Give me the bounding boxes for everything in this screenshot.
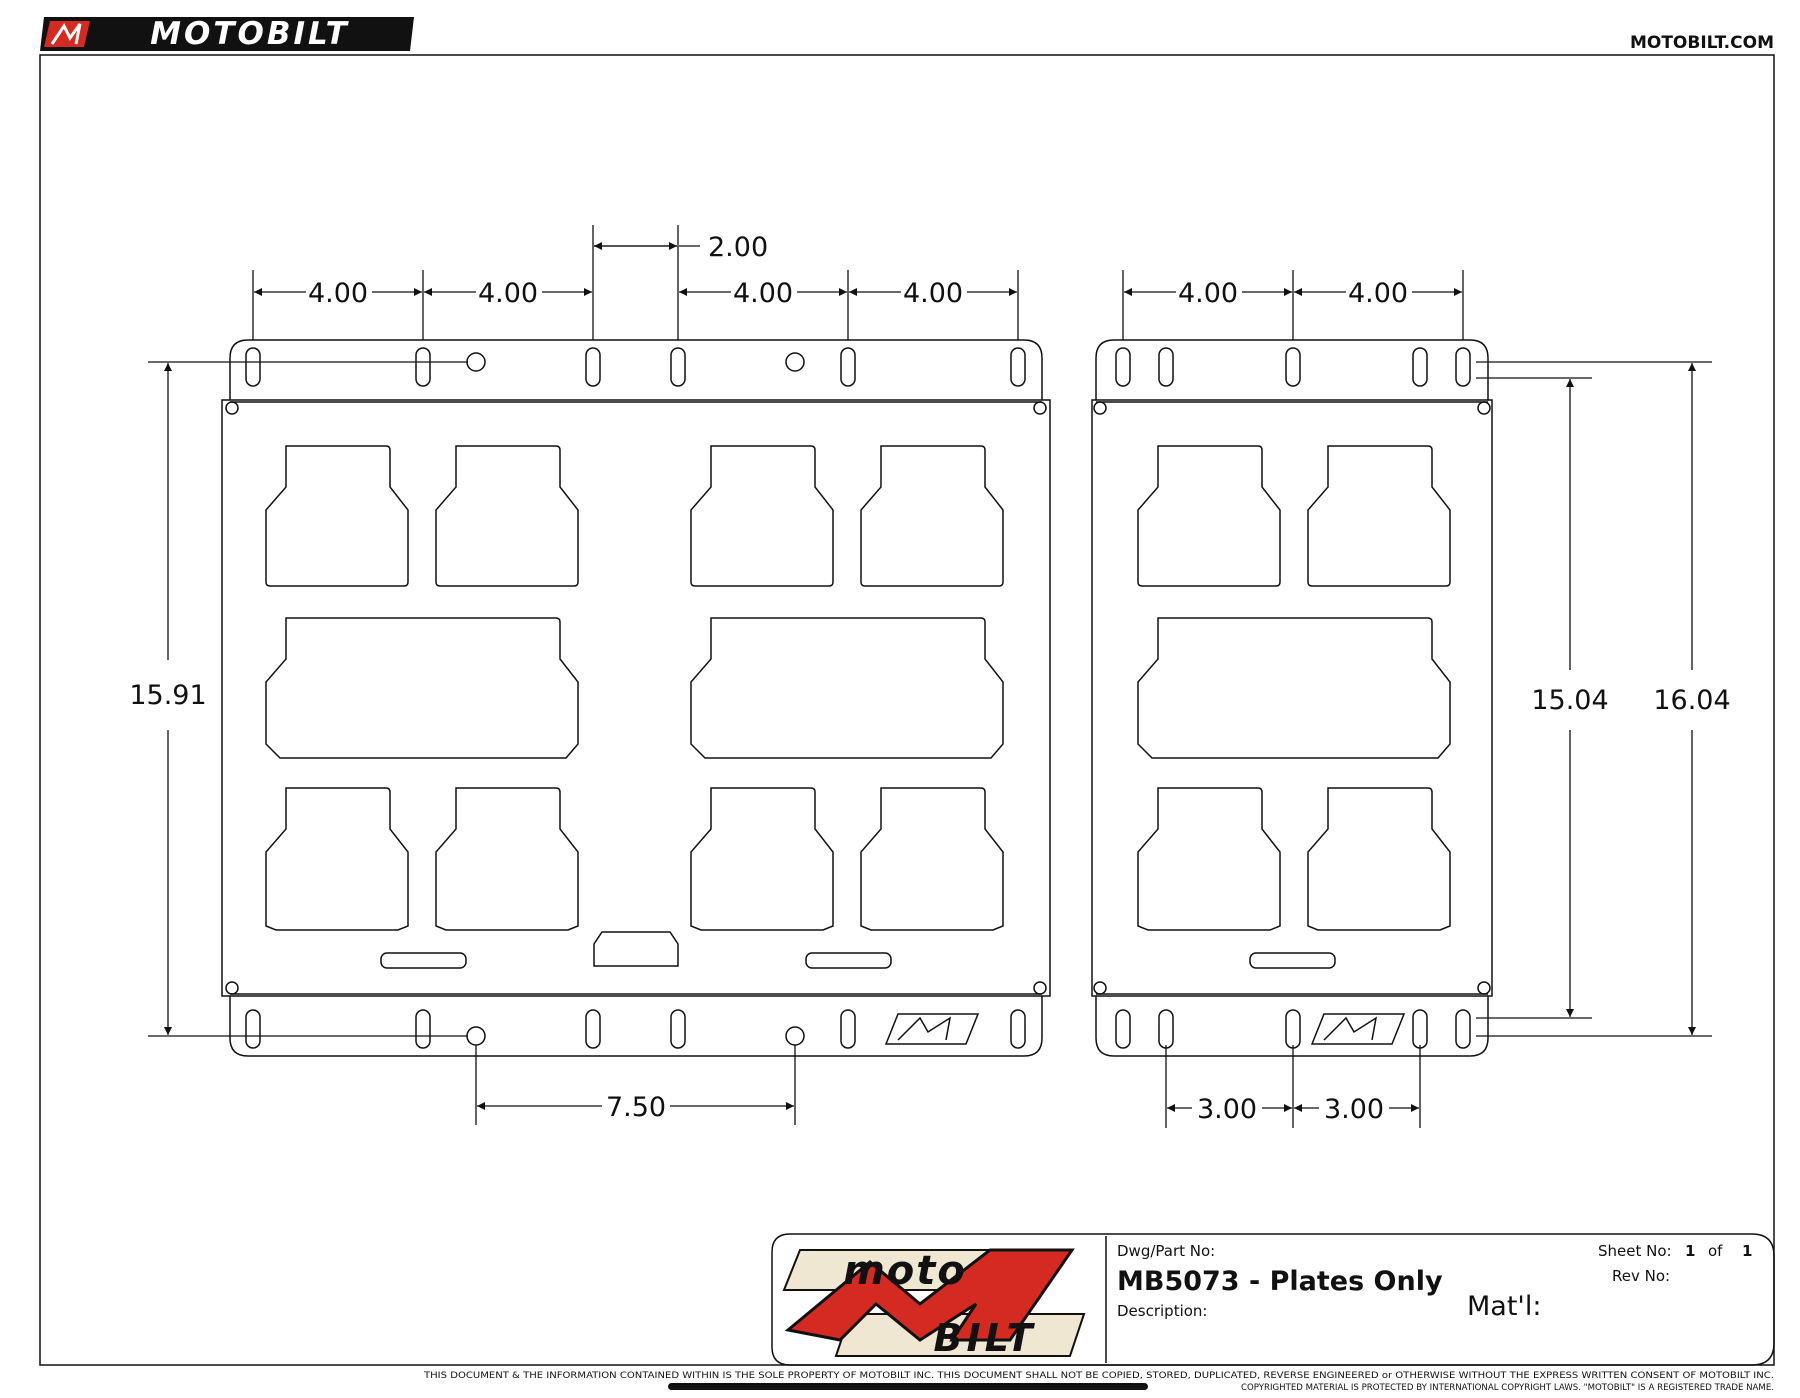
legal-notice-line-1: THIS DOCUMENT & THE INFORMATION CONTAINED WITHIN IS THE SOLE PROPERTY OF MOTOBILT INC. THIS DOCUMENT SHALL NOT BE COPIED, STORED, DUPLICATED, REVERSE ENGINEERED or OTHERWISE WITHOUT THE EXPRESS WRITTEN CONSENT OF MOTOBILT INC. bbox=[422, 1371, 1774, 1381]
dim-left-top-4: 4.00 bbox=[902, 278, 964, 309]
right-plate-emblem bbox=[1312, 1014, 1404, 1044]
dim-right-top-2: 4.00 bbox=[1347, 278, 1409, 309]
footer-bar bbox=[668, 1383, 1148, 1390]
sheet-label: Sheet No: bbox=[1598, 1242, 1672, 1260]
title-block bbox=[772, 1234, 1774, 1365]
website-url: MOTOBILT.COM bbox=[1629, 33, 1774, 53]
right-top-dimensions bbox=[1123, 270, 1463, 340]
dim-right-bottom-2: 3.00 bbox=[1323, 1094, 1385, 1125]
rev-label: Rev No: bbox=[1612, 1267, 1671, 1285]
right-cutouts bbox=[1138, 446, 1450, 968]
dim-left-top-2: 4.00 bbox=[477, 278, 539, 309]
left-plate bbox=[222, 340, 1050, 1056]
sheet-of: of bbox=[1708, 1242, 1723, 1260]
material-label: Mat'l: bbox=[1467, 1291, 1542, 1322]
dim-left-top-1: 4.00 bbox=[307, 278, 369, 309]
left-cutouts bbox=[266, 446, 1003, 968]
dim-left-bottom: 7.50 bbox=[605, 1092, 667, 1123]
sheet-border bbox=[40, 55, 1774, 1365]
dim-left-top-offset: 2.00 bbox=[708, 232, 769, 263]
right-slots-top bbox=[1116, 348, 1470, 386]
left-slots-top bbox=[246, 348, 1025, 386]
part-number: MB5073 - Plates Only bbox=[1117, 1266, 1443, 1297]
dim-right-top-1: 4.00 bbox=[1177, 278, 1239, 309]
dim-left-top-3: 4.00 bbox=[732, 278, 794, 309]
dim-left-height: 15.91 bbox=[129, 680, 207, 711]
title-block-logo-top: moto bbox=[843, 1248, 967, 1294]
title-block-logo-bottom: BILT bbox=[933, 1316, 1037, 1360]
right-slots-bottom bbox=[1116, 1010, 1470, 1048]
sheet-number: 1 bbox=[1685, 1242, 1696, 1260]
header-logo-text: MOTOBILT bbox=[150, 16, 350, 52]
dim-right-inner-height: 15.04 bbox=[1531, 685, 1609, 716]
left-plate-emblem bbox=[886, 1014, 978, 1044]
header-logo bbox=[40, 16, 414, 52]
legal-notice-line-2: COPYRIGHTED MATERIAL IS PROTECTED BY INTERNATIONAL COPYRIGHT LAWS. "MOTOBILT" IS A REGISTERED TRADE NAME. bbox=[1240, 1383, 1774, 1393]
dim-right-outer-height: 16.04 bbox=[1653, 685, 1731, 716]
description-label: Description: bbox=[1117, 1302, 1208, 1320]
part-number-label: Dwg/Part No: bbox=[1117, 1242, 1216, 1260]
title-block-logo bbox=[784, 1248, 1084, 1360]
sheet-total: 1 bbox=[1742, 1242, 1753, 1260]
dim-right-bottom-1: 3.00 bbox=[1196, 1094, 1258, 1125]
